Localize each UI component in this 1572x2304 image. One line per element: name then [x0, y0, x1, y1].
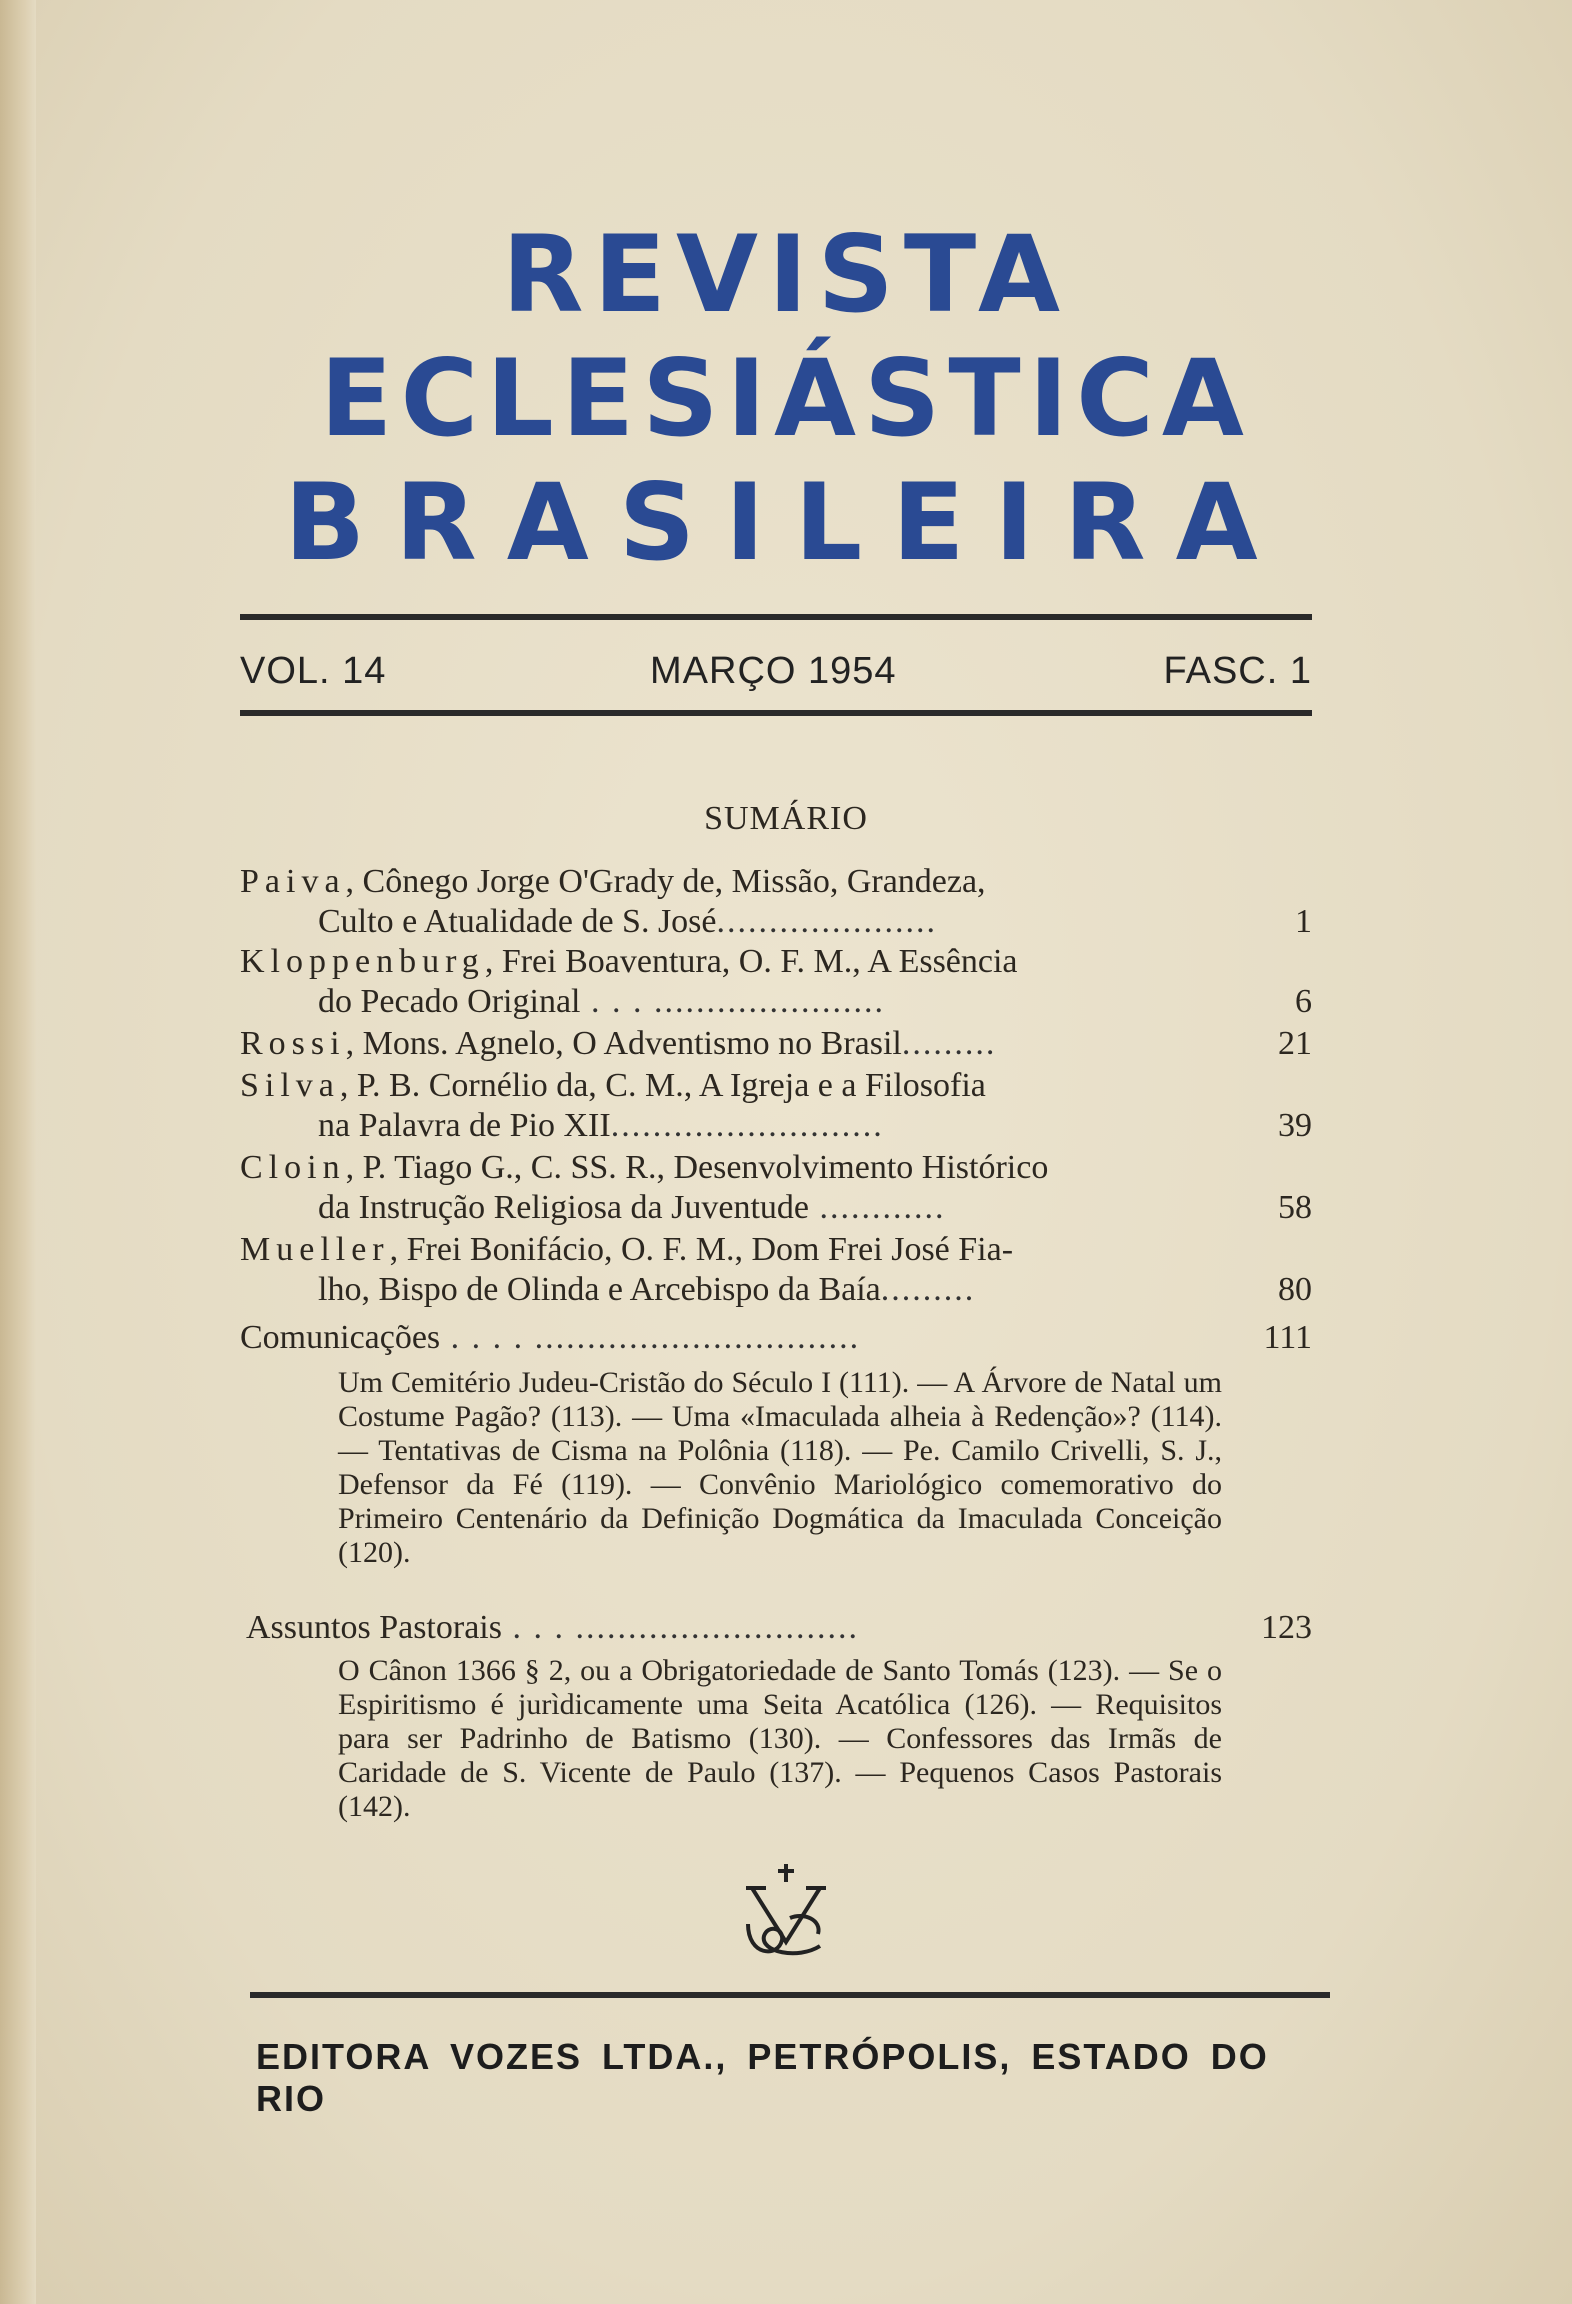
toc-author: Mueller [240, 1231, 390, 1268]
toc-page: 1 [1295, 903, 1312, 940]
toc-title: , Frei Boaventura, O. F. M., A Essência [484, 943, 1018, 980]
toc-title: , Cônego Jorge O'Grady de, Missão, Grandeza, [345, 863, 986, 900]
section-summary: Um Cemitério Judeu-Cristão do Século I (111). — A Árvore de Natal um Costume Pagão? (113). — Uma «Imaculada alheia à Redenção»? (114). — Tentativas de Cisma na Polônia (118). — Pe. Camilo Crivelli, S. J., Defensor da Fé (119). — Convênio Mariológico comemorativo do Primeiro Centenário da Definição Dogmática da Imaculada Conceição (120). [338, 1366, 1222, 1569]
magazine-cover: REVISTA ECLESIÁSTICA BRASILEIRA VOL. 14 MARÇO 1954 FASC. 1 SUMÁRIO Paiva, Cônego Jorge O'Grady de, Missão, Grandeza, Culto e Atualidade de S. José..................... 1 Kloppenburg, Frei Boaventura, O. F. M., A Essência do Pecado Original . . . ...................... 6 Rossi, Mons. Agnelo, O Adventismo no Brasil......... 21 Silva, P. B. Cornélio da, C. M., A Igreja e a Filosofia na Palavra de Pio XII.......................... 39 Cloin, P. Tiago G., C. SS. R., Desenvolvimento Histórico da Instrução Religiosa da Juventude ............ 58 Mueller, Frei Bonifácio, O. F. M., Dom Frei José Fia- lho, Bispo de Olinda e Arcebispo da Baía......... 80 Comunicações . . . . ............................... 111 Um Cemitério Judeu-Cristão do Século I (111). — A Árvore de Natal um Costume Pagão? (113). — Uma «Imaculada alheia à Redenção»? (114). — Tentativas de Cisma na Polônia (118). — Pe. Camilo Crivelli, S. J., Defensor da Fé (119). — Convênio Mariológico comemorativo do Primeiro Centenário da Definição Dogmática da Imaculada Conceição (120). Assuntos Pastorais . . . ........................... 123 O Cânon 1366 § 2, ou a Obrigatoriedade de Santo Tomás (123). — Se o Espiritismo é jurìdicamente uma Seita Acatólica (126). — Requisitos para ser Padrinho de Batismo (130). — Confessores das Irmãs de Caridade de S. Vicente de Paulo (137). — Pequenos Casos Pastorais (142). EDITORA VOZES LTDA., PETRÓPOLIS, ESTADO DO RIO [0, 0, 1572, 2304]
toc-title: , Frei Bonifácio, O. F. M., Dom Frei José Fia- [389, 1231, 1014, 1268]
section-page: 111 [1263, 1319, 1312, 1356]
toc-title: , Mons. Agnelo, O Adventismo no Brasil [345, 1025, 902, 1062]
title-line-2: ECLESIÁSTICA [320, 337, 1252, 460]
toc-author: Silva [240, 1067, 340, 1104]
masthead-rule [240, 710, 1312, 716]
toc-title: lho, Bispo de Olinda e Arcebispo da Baía [318, 1271, 881, 1308]
toc-page: 39 [1278, 1107, 1312, 1144]
fascicle-label: FASC. 1 [1163, 650, 1312, 692]
toc-title: Culto e Atualidade de S. José [318, 903, 717, 940]
issue-date: MARÇO 1954 [650, 650, 897, 692]
toc-author: Rossi [240, 1025, 346, 1062]
toc-title: , P. Tiago G., C. SS. R., Desenvolvimento Histórico [345, 1149, 1049, 1186]
toc-page: 6 [1295, 983, 1312, 1020]
toc-title: da Instrução Religiosa da Juventude [318, 1189, 809, 1226]
section-title: Assuntos Pastorais [246, 1609, 502, 1646]
section-title: Comunicações [240, 1319, 441, 1356]
toc-author: Cloin [240, 1149, 346, 1186]
toc-title: , P. B. Cornélio da, C. M., A Igreja e a Filosofia [339, 1067, 986, 1104]
toc-title: do Pecado Original [318, 983, 581, 1020]
toc-page: 80 [1278, 1271, 1312, 1308]
publisher-line: EDITORA VOZES LTDA., PETRÓPOLIS, ESTADO DO RIO [256, 2036, 1269, 2119]
title-line-3: BRASILEIRA [284, 461, 1288, 584]
title-line-1: REVISTA [502, 213, 1070, 336]
toc-heading: SUMÁRIO [704, 800, 868, 837]
section-page: 123 [1261, 1609, 1312, 1646]
toc-title: na Palavra de Pio XII [318, 1107, 611, 1144]
toc-author: Kloppenburg [240, 943, 485, 980]
volume-label: VOL. 14 [240, 650, 387, 692]
section-summary: O Cânon 1366 § 2, ou a Obrigatoriedade de Santo Tomás (123). — Se o Espiritismo é jurìdicamente uma Seita Acatólica (126). — Requisitos para ser Padrinho de Batismo (130). — Confessores das Irmãs de Caridade de S. Vicente de Paulo (137). — Pequenos Casos Pastorais (142). [338, 1654, 1222, 1823]
toc-page: 58 [1278, 1189, 1312, 1226]
top-rule [240, 614, 1312, 620]
vozes-monogram-icon [738, 1862, 834, 1962]
bottom-rule [250, 1992, 1330, 1998]
toc-page: 21 [1278, 1025, 1312, 1062]
toc-author: Paiva [240, 863, 346, 900]
